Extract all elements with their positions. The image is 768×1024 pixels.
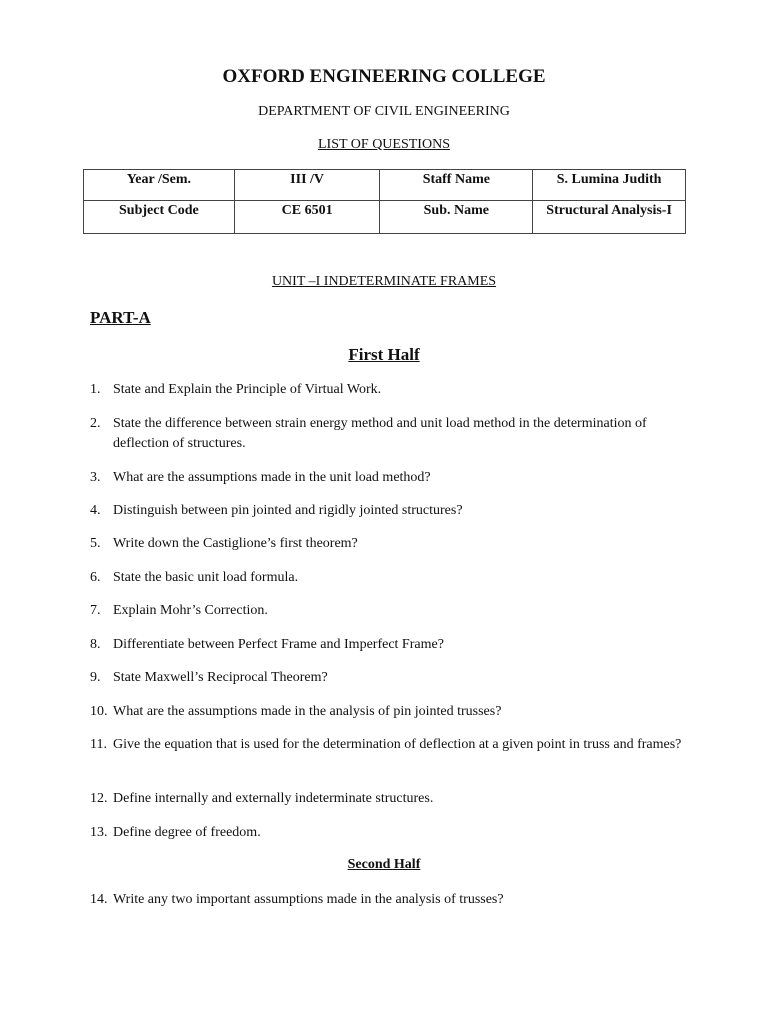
question-text: State Maxwell’s Reciprocal Theorem? [113, 670, 328, 685]
question-number: 1. [90, 382, 101, 397]
department-name: DEPARTMENT OF CIVIL ENGINEERING [258, 104, 510, 119]
second-half-heading: Second Half [347, 857, 421, 872]
question-number: 14. [90, 892, 108, 907]
table-cell: Staff Name [380, 170, 533, 201]
question-number: 11. [90, 737, 107, 752]
question-text: Define degree of freedom. [113, 825, 261, 840]
list-title: LIST OF QUESTIONS [318, 137, 450, 152]
question-text: Give the equation that is used for the determination of deflection at a given point in truss and frames? [113, 737, 682, 752]
question-text: Write down the Castiglione’s first theorem? [113, 536, 358, 551]
question-number: 4. [90, 503, 101, 518]
part-heading: PART-A [90, 308, 151, 327]
list-item [90, 534, 690, 554]
question-number: 8. [90, 637, 101, 652]
list-item [90, 635, 690, 655]
question-text: State and Explain the Principle of Virtual Work. [113, 382, 382, 397]
list-item [90, 890, 690, 910]
table-cell: Sub. Name [380, 201, 533, 234]
first-half-heading: First Half [348, 345, 420, 364]
question-number: 2. [90, 416, 101, 431]
question-number: 9. [90, 670, 101, 685]
table-cell: III /V [234, 170, 380, 201]
question-number: 6. [90, 570, 101, 585]
college-name: OXFORD ENGINEERING COLLEGE [222, 66, 546, 87]
table-cell: Year /Sem. [84, 170, 235, 201]
question-text: Explain Mohr’s Correction. [113, 603, 268, 618]
question-number: 5. [90, 536, 101, 551]
table-cell: CE 6501 [234, 201, 380, 234]
table-row [84, 170, 686, 201]
question-number: 10. [90, 704, 108, 719]
question-number: 12. [90, 791, 108, 806]
list-item [90, 823, 690, 843]
list-item [90, 702, 690, 722]
unit-title: UNIT –I INDETERMINATE FRAMES [271, 274, 497, 289]
table-cell: Subject Code [84, 201, 235, 234]
table-cell: Structural Analysis-I [533, 201, 686, 234]
question-number: 7. [90, 603, 101, 618]
list-item [90, 735, 690, 755]
list-item [90, 468, 690, 488]
list-item [90, 414, 690, 454]
question-number: 3. [90, 470, 101, 485]
list-item [90, 568, 690, 588]
question-text: Differentiate between Perfect Frame and Imperfect Frame? [113, 637, 444, 652]
list-item [90, 601, 690, 621]
list-item [90, 380, 690, 400]
question-text: Define internally and externally indeterminate structures. [113, 791, 434, 806]
question-text: State the basic unit load formula. [113, 570, 299, 585]
question-number: 13. [90, 825, 108, 840]
question-text: What are the assumptions made in the analysis of pin jointed trusses? [113, 704, 502, 719]
list-item [90, 668, 690, 688]
table-cell: S. Lumina Judith [533, 170, 686, 201]
question-text: Distinguish between pin jointed and rigidly jointed structures? [113, 503, 463, 518]
question-text: Write any two important assumptions made in the analysis of trusses? [113, 892, 504, 907]
table-row [84, 201, 686, 234]
list-item [90, 789, 690, 809]
list-item [90, 501, 690, 521]
info-table [83, 169, 686, 234]
question-text: State the difference between strain energy method and unit load method in the determination of deflection of structures. [113, 416, 647, 451]
question-text: What are the assumptions made in the unit load method? [113, 470, 431, 485]
